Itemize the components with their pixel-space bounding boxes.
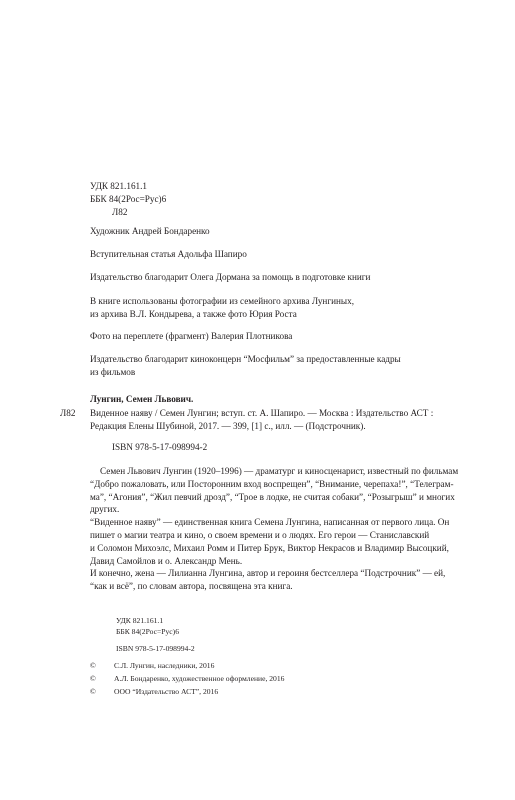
abstract-line: Давид Самойлов и о. Александр Мень.: [90, 555, 243, 566]
abstract: [90, 465, 458, 593]
copyright-text: ООО “Издательство АСТ”, 2016: [114, 687, 219, 696]
abstract-line: И конечно, жена — Лилианна Лунгина, автор и героиня бестселлера “Подстрочник” — ей,: [90, 568, 446, 579]
abstract-line: “Виденное наяву” — единственная книга Семена Лунгина, написанная от первого лица. Он: [90, 517, 450, 528]
catalog-desc-line: Виденное наяву / Семен Лунгин; вступ. ст. А. Шапиро. — Москва : Издательство АСТ :: [90, 408, 434, 418]
copyright-symbol: ©: [90, 661, 96, 670]
abstract-line: и Соломон Михоэлс, Михаил Ромм и Питер Брук, Виктор Некрасов и Владимир Высоцкий,: [90, 542, 449, 553]
credit-mosfilm-line: из фильмов: [90, 366, 136, 377]
copyright-block: [90, 660, 430, 700]
abstract-line: Семен Львович Лунгин (1920–1996) — драматург и киносценарист, известный по фильмам: [100, 466, 459, 476]
copyright-symbol: ©: [90, 674, 96, 683]
catalog-isbn: ISBN 978-5-17-098994-2: [112, 442, 208, 452]
top-classification: [90, 180, 166, 218]
bbk-code-bottom: ББК 84(2Рос=Рус)6: [116, 627, 179, 637]
credit-photos-line: из архива В.Л. Кондырева, а также фото Юрия Роста: [90, 308, 297, 319]
bbk-code: ББК 84(2Рос=Рус)6: [90, 193, 167, 204]
catalog-description: [90, 407, 433, 433]
credit-mosfilm-line: Издательство благодарит киноконцерн “Мосфильм” за предоставленные кадры: [90, 354, 401, 364]
abstract-line: “как и всё”, по словам автора, посвящена эта книга.: [90, 581, 293, 592]
catalog-desc-line: Редакция Елены Шубиной, 2017. — 399, [1] с., илл. — (Подстрочник).: [90, 420, 366, 431]
author-mark: Л82: [112, 206, 128, 217]
catalog-mark: Л82: [60, 408, 76, 418]
credit-photos-line: В книге использованы фотографии из семейного архива Лунгиных,: [90, 296, 354, 306]
credit-photos: [90, 295, 354, 321]
credit-illustrator: Художник Андрей Бондаренко: [90, 226, 210, 236]
udk-code-bottom: УДК 821.161.1: [116, 616, 164, 625]
copyright-symbol: ©: [90, 687, 96, 696]
credit-intro: Вступительная статья Адольфа Шапиро: [90, 249, 247, 259]
copyright-text: А.Л. Бондаренко, художественное оформление, 2016: [114, 674, 285, 683]
abstract-line: других.: [90, 504, 120, 515]
abstract-line: пишет о магии театра и кино, о своем времени и о людях. Его герои — Станиславский: [90, 529, 430, 540]
credit-thanks-dorman: Издательство благодарит Олега Дормана за помощь в подготовке книги: [90, 272, 371, 282]
credit-cover-photo: Фото на переплете (фрагмент) Валерия Плотникова: [90, 331, 293, 341]
abstract-line: ма”, “Агония”, “Жил певчий дрозд”, “Трое в лодке, не считая собаки”, “Розыгрыш” и многих: [90, 491, 455, 502]
catalog-author-heading: Лунгин, Семен Львович.: [90, 394, 194, 404]
abstract-line: “Добро пожаловать, или Посторонним вход воспрещен”, “Внимание, черепаха!”, “Телеграм-: [90, 478, 454, 489]
udk-code: УДК 821.161.1: [90, 181, 148, 191]
bottom-classification: [116, 615, 179, 638]
credit-thanks-mosfilm: [90, 353, 401, 379]
copyright-text: С.Л. Лунгин, наследники, 2016: [114, 661, 215, 670]
isbn-bottom: ISBN 978-5-17-098994-2: [116, 644, 195, 653]
